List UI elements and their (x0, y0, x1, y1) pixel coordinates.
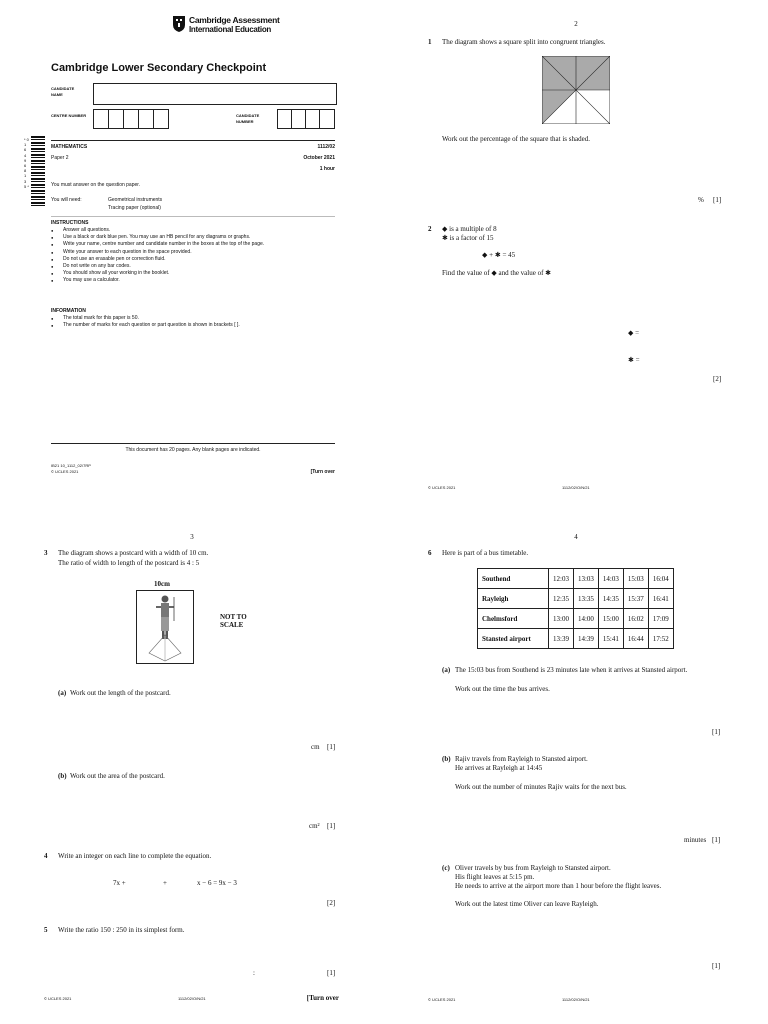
duration: 1 hour (319, 166, 335, 172)
time-cell: 12:03 (549, 569, 574, 589)
equipment-1: Geometrical instruments (108, 197, 163, 203)
logo-line-1: Cambridge Assessment (189, 15, 280, 25)
cover-page (0, 0, 384, 512)
stop-name: Stansted airport (478, 629, 549, 649)
instruction-item: ● Write your name, centre number and candidate number in the boxes at the top of the page. (51, 241, 341, 248)
q6c-line-1: Oliver travels by bus from Rayleigh to Stansted airport. (455, 864, 611, 872)
q6a-label: (a) (442, 666, 451, 674)
q1-number: 1 (428, 38, 432, 46)
q6a-task: Work out the time the bus arrives. (455, 685, 550, 693)
stop-name: Rayleigh (478, 589, 549, 609)
candidate-name-label: CANDIDATE NAME (51, 86, 75, 97)
q5-marks: [1] (327, 969, 336, 977)
information-item: ● The number of marks for each question or part question is shown in brackets [ ]. (51, 322, 341, 329)
q1-marks: [1] (713, 196, 722, 204)
time-cell: 13:35 (573, 589, 598, 609)
q4-text: Write an integer on each line to complete the equation. (58, 852, 212, 860)
q1-text: The diagram shows a square split into congruent triangles. (442, 38, 606, 46)
q4-eq-part-3: x − 6 = 9x − 3 (197, 879, 237, 887)
doc-reference: IB21 10_1112_02/7RP (51, 463, 91, 468)
q4-marks: [2] (327, 899, 336, 907)
q6b-unit: minutes (684, 836, 707, 844)
instructions-heading: INSTRUCTIONS (51, 220, 89, 226)
q2-marks: [2] (713, 375, 722, 383)
footer-rule (51, 443, 335, 444)
copyright: © UCLES 2021 (51, 469, 79, 474)
footer-copyright: © UCLES 2021 (44, 996, 72, 1001)
time-cell: 14:35 (598, 589, 623, 609)
q6a-marks: [1] (712, 728, 721, 736)
q6-text: Here is part of a bus timetable. (442, 549, 529, 557)
q6b-line-2: He arrives at Rayleigh at 14:45 (455, 764, 543, 772)
q3b-unit: cm² (309, 822, 320, 830)
stop-name: Chelmsford (478, 609, 549, 629)
q3b-label: (b) (58, 772, 67, 780)
q6b-label: (b) (442, 755, 451, 763)
time-cell: 14:00 (573, 609, 598, 629)
barcode-digits: * 0 1 6 4 9 6 8 1 3 5 * (24, 137, 29, 189)
turn-over: [Turn over (306, 994, 339, 1002)
q3a-unit: cm (311, 743, 320, 751)
must-answer-note: You must answer on the question paper. (51, 182, 141, 188)
time-cell: 13:39 (549, 629, 574, 649)
postcard-diagram (136, 590, 194, 664)
instruction-item: ● Do not use an erasable pen or correction fluid. (51, 256, 341, 263)
time-cell: 16:02 (623, 609, 648, 629)
time-cell: 15:37 (623, 589, 648, 609)
page-number: 2 (574, 20, 578, 28)
q1-task: Work out the percentage of the square that is shaded. (442, 135, 590, 143)
q4-blank-1[interactable] (130, 887, 160, 888)
shield-icon (172, 15, 186, 33)
q6b-line-1: Rajiv travels from Rayleigh to Stansted airport. (455, 755, 588, 763)
centre-number-boxes[interactable] (93, 109, 167, 129)
q2-equation: ◆ + ✱ = 45 (482, 251, 516, 259)
information-list (51, 315, 341, 329)
instruction-item: ● You should show all your working in the booklet. (51, 270, 341, 277)
table-row (478, 629, 674, 649)
q5-number: 5 (44, 926, 48, 934)
footer-code: 1112/02/O/N/21 (562, 997, 590, 1002)
page-2 (384, 0, 768, 512)
information-item: ● The total mark for this paper is 50. (51, 315, 341, 322)
page-3 (0, 512, 384, 1024)
q6c-label: (c) (442, 864, 450, 872)
table-row (478, 589, 674, 609)
time-cell: 17:52 (648, 629, 673, 649)
time-cell: 13:03 (573, 569, 598, 589)
q2-number: 2 (428, 225, 432, 233)
you-will-need-label: You will need: (51, 197, 82, 203)
not-to-scale-label: NOT TO SCALE (220, 613, 247, 629)
q6c-line-2: His flight leaves at 5:15 pm. (455, 873, 535, 881)
page-number: 4 (574, 533, 578, 541)
statue-illustration (137, 591, 193, 663)
postcard-width-label: 10cm (154, 580, 170, 588)
page-4 (384, 512, 768, 1024)
q4-eq-part-2: + (163, 879, 167, 887)
time-cell: 16:04 (648, 569, 673, 589)
shaded-square-diagram (542, 56, 610, 124)
time-cell: 14:39 (573, 629, 598, 649)
footer-copyright: © UCLES 2021 (428, 485, 456, 490)
page-number: 3 (190, 533, 194, 541)
table-row (478, 609, 674, 629)
q4-number: 4 (44, 852, 48, 860)
equipment-2: Tracing paper (optional) (108, 205, 161, 211)
header-rule (51, 140, 335, 141)
time-cell: 15:41 (598, 629, 623, 649)
candidate-name-box[interactable] (93, 83, 337, 105)
q3a-marks: [1] (327, 743, 336, 751)
candidate-number-boxes[interactable] (277, 109, 337, 129)
instruction-item: ● Write your answer to each question in the space provided. (51, 249, 341, 256)
candidate-number-label: CANDIDATE NUMBER (236, 113, 260, 124)
q6c-marks: [1] (712, 962, 721, 970)
bus-timetable (477, 568, 674, 649)
centre-number-label: CENTRE NUMBER (51, 113, 87, 118)
paper-code: 1112/02 (317, 144, 335, 150)
pages-note: This document has 20 pages. Any blank pages are indicated. (125, 447, 261, 453)
paper-number: Paper 2 (51, 155, 69, 161)
time-cell: 15:00 (598, 609, 623, 629)
turn-over: [Turn over (310, 469, 335, 475)
time-cell: 15:03 (623, 569, 648, 589)
footer-copyright: © UCLES 2021 (428, 997, 456, 1002)
q6c-line-3: He needs to arrive at the airport more than 1 hour before the flight leaves. (455, 882, 662, 890)
q2-line-2: ✱ is a factor of 15 (442, 234, 494, 242)
time-cell: 12:35 (549, 589, 574, 609)
stop-name: Southend (478, 569, 549, 589)
q4-eq-part-1: 7x + (113, 879, 126, 887)
instruction-item: ● Do not write on any bar codes. (51, 263, 341, 270)
logo-line-2: International Education (189, 25, 271, 34)
time-cell: 17:09 (648, 609, 673, 629)
q2-task: Find the value of ◆ and the value of ✱ (442, 269, 552, 277)
q5-answer-colon[interactable]: : (253, 969, 255, 977)
q6-number: 6 (428, 549, 432, 557)
subject: MATHEMATICS (51, 144, 88, 150)
cambridge-logo (172, 14, 312, 36)
time-cell: 14:03 (598, 569, 623, 589)
instruction-item: ● You may use a calculator. (51, 277, 341, 284)
q3a-label: (a) (58, 689, 67, 697)
q4-blank-2[interactable] (172, 887, 196, 888)
q3b-marks: [1] (327, 822, 336, 830)
footer-code: 1112/02/O/N/21 (562, 485, 590, 490)
instructions-list (51, 227, 341, 285)
time-cell: 16:44 (623, 629, 648, 649)
q6a-line-1: The 15:03 bus from Southend is 23 minutes late when it arrives at Stansted airport. (455, 666, 688, 674)
footer-code: 1112/02/O/N/21 (178, 996, 206, 1001)
instruction-item: ● Answer all questions. (51, 227, 341, 234)
information-heading: INFORMATION (51, 308, 86, 314)
q6c-task: Work out the latest time Oliver can leave Rayleigh. (455, 900, 599, 908)
time-cell: 13:00 (549, 609, 574, 629)
q2-answer-diamond[interactable]: ◆ = (628, 329, 640, 337)
section-rule (51, 216, 335, 217)
q2-line-1: ◆ is a multiple of 8 (442, 225, 497, 233)
q1-unit: % (698, 196, 704, 204)
q2-answer-star[interactable]: ✱ = (628, 356, 640, 364)
table-row (478, 569, 674, 589)
q3-number: 3 (44, 549, 48, 557)
q3b-text: Work out the area of the postcard. (70, 772, 165, 780)
q5-text: Write the ratio 150 : 250 in its simplest form. (58, 926, 185, 934)
q6b-task: Work out the number of minutes Rajiv waits for the next bus. (455, 783, 627, 791)
q3-line-1: The diagram shows a postcard with a width of 10 cm. (58, 549, 209, 557)
q6b-marks: [1] (712, 836, 721, 844)
session: October 2021 (303, 155, 335, 161)
q3-line-2: The ratio of width to length of the postcard is 4 : 5 (58, 559, 200, 567)
q3a-text: Work out the length of the postcard. (70, 689, 171, 697)
time-cell: 16:41 (648, 589, 673, 609)
exam-title: Cambridge Lower Secondary Checkpoint (51, 62, 267, 74)
instruction-item: ● Use a black or dark blue pen. You may use an HB pencil for any diagrams or graphs. (51, 234, 341, 241)
barcode (31, 136, 45, 206)
